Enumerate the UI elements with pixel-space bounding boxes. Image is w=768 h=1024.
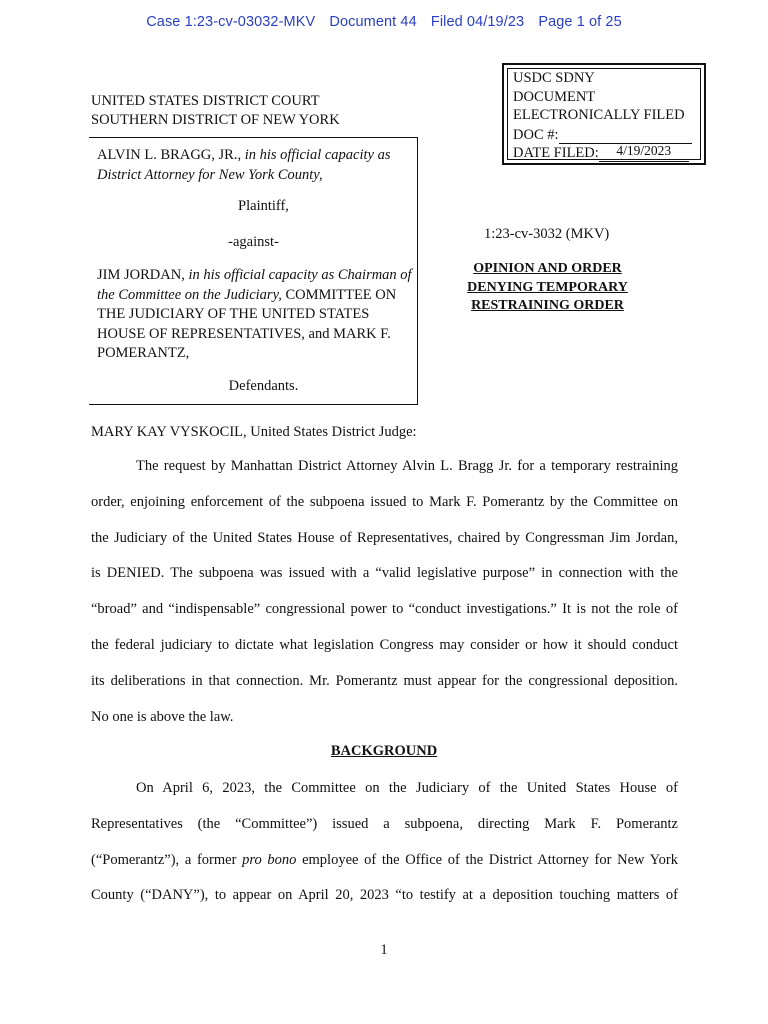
para1-line: The request by Manhattan District Attorney Alvin L. Bragg Jr. for a temporary restraining [136,458,678,474]
title-line2: DENYING TEMPORARY [467,279,628,295]
para2-line [91,843,678,879]
intro-paragraph [91,449,678,735]
plaintiff-label: Plaintiff, [238,198,289,214]
page-number: 1 [380,942,388,958]
para1-line: order, enjoining enforcement of the subpoena issued to Mark F. Pomerantz by the Committee on [91,493,678,510]
filed-stamp-lines [513,69,692,164]
para1-line: the federal judiciary to dictate what legislation Congress may consider or how it should conduct [91,636,678,653]
stamp-line3: ELECTRONICALLY FILED [513,107,685,123]
stamp-date-label: DATE FILED: [513,145,599,161]
court-line1: UNITED STATES DISTRICT COURT [91,93,320,109]
stamp-line1: USDC SDNY [513,70,595,86]
para1-line: the Judiciary of the United States House of Representatives, chaired by Congressman Jim Jordan, [91,529,678,546]
para1-line: “broad” and “indispensable” congressional power to “conduct investigations.” It is not the role of [91,601,678,618]
plaintiff-capacity: in his official capacity as District Attorney for New York County, [97,147,391,183]
case-number: 1:23-cv-3032 (MKV) [484,226,610,242]
stamp-date-row [513,144,692,164]
background-paragraph [91,771,678,914]
header-case: Case 1:23-cv-03032-MKV [146,14,316,30]
defendants-label: Defendants. [228,378,299,394]
against-label: -against- [228,234,279,250]
para1-line: is DENIED. The subpoena was issued with a “valid legislative purpose” in connection with the [91,565,678,582]
title-line1: OPINION AND ORDER [473,261,622,276]
para2-line3-italic: pro bono [242,851,297,868]
background-heading: BACKGROUND [330,743,438,759]
filed-stamp-box [502,63,706,165]
court-line2: SOUTHERN DISTRICT OF NEW YORK [91,112,340,128]
defendant-capacity: in his official capacity as Chairman of the Committee on the Judiciary, [97,267,412,303]
header-document: Document 44 [329,14,417,30]
defendant-name: JIM JORDAN, [97,267,185,283]
para2-line: County (“DANY”), to appear on April 20, 2023 “to testify at a deposition touching matters of [91,887,678,904]
defendant-caption [97,266,415,364]
para2-line3-a: (“Pomerantz”), a former [91,851,243,868]
court-name [91,92,340,130]
plaintiff-caption [97,146,412,185]
para2-line3-b: employee of the Office of the District Attorney for New York [296,851,678,868]
judge-line: MARY KAY VYSKOCIL, United States District Judge: [91,424,417,440]
plaintiff-name: ALVIN L. BRAGG, JR., [97,147,242,163]
para1-line: No one is above the law. [91,708,234,725]
defendant-rest: COMMITTEE ON THE JUDICIARY OF THE UNITED STATES HOUSE OF REPRESENTATIVES, and MARK F. POMERANTZ, [97,286,397,361]
stamp-date-value: 4/19/2023 [599,142,689,162]
para2-line: On April 6, 2023, the Committee on the Judiciary of the United States House of [136,780,678,796]
header-filed: Filed 04/19/23 [430,14,525,30]
title-line3: RESTRAINING ORDER [471,298,624,313]
header-page: Page 1 of 25 [538,14,622,30]
para1-line: its deliberations in that connection. Mr. Pomerantz must appear for the congressional deposition. [91,672,678,689]
opinion-title [450,260,645,316]
para2-line: Representatives (the “Committee”) issued a subpoena, directing Mark F. Pomerantz [91,815,678,832]
stamp-doc-label: DOC #: [513,126,559,143]
ecf-header [0,14,768,30]
stamp-line2: DOCUMENT [513,88,596,105]
